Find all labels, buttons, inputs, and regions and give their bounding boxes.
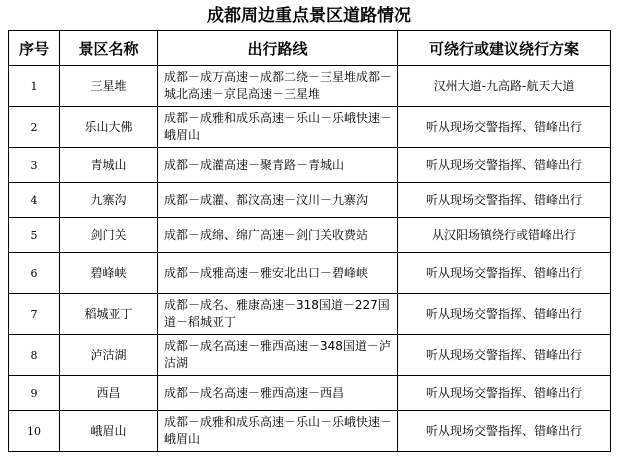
page-title: 成都周边重点景区道路情况 <box>207 6 411 26</box>
detour-plan: 听从现场交警指挥、错峰出行 <box>398 294 611 335</box>
scenic-name: 九寨沟 <box>60 183 158 218</box>
table-row <box>9 294 611 335</box>
table-row <box>9 148 611 183</box>
table-header-row <box>9 31 611 66</box>
header-scenic-name: 景区名称 <box>60 31 158 66</box>
route-cell: 成都－成雅和成乐高速－乐山－乐峨快速－峨眉山 <box>158 107 398 148</box>
row-number: 6 <box>9 253 60 294</box>
scenic-name: 剑门关 <box>60 218 158 253</box>
table-row <box>9 253 611 294</box>
scenic-name: 峨眉山 <box>60 411 158 452</box>
scenic-name: 稻城亚丁 <box>60 294 158 335</box>
routes-table <box>8 30 611 452</box>
detour-plan: 听从现场交警指挥、错峰出行 <box>398 107 611 148</box>
header-seq: 序号 <box>9 31 60 66</box>
detour-plan: 从汉阳场镇绕行或错峰出行 <box>398 218 611 253</box>
table-row <box>9 335 611 376</box>
scenic-name: 青城山 <box>60 148 158 183</box>
header-route: 出行路线 <box>158 31 398 66</box>
detour-plan: 汉州大道-九高路-航天大道 <box>398 66 611 107</box>
header-detour-plan: 可绕行或建议绕行方案 <box>398 31 611 66</box>
row-number: 1 <box>9 66 60 107</box>
detour-plan: 听从现场交警指挥、错峰出行 <box>398 148 611 183</box>
row-number: 9 <box>9 376 60 411</box>
scenic-name: 碧峰峡 <box>60 253 158 294</box>
route-cell: 成都－成雅高速－雅安北出口－碧峰峡 <box>158 253 398 294</box>
detour-plan: 听从现场交警指挥、错峰出行 <box>398 411 611 452</box>
table-row <box>9 218 611 253</box>
detour-plan: 听从现场交警指挥、错峰出行 <box>398 376 611 411</box>
row-number: 7 <box>9 294 60 335</box>
route-cell: 成都－成雅和成乐高速－乐山－乐峨快速－峨眉山 <box>158 411 398 452</box>
route-cell: 成都－成万高速－成都二绕－三星堆成都－城北高速－京昆高速－三星堆 <box>158 66 398 107</box>
row-number: 5 <box>9 218 60 253</box>
route-cell: 成都－成名高速－雅西高速－348国道－泸沽湖 <box>158 335 398 376</box>
scenic-name: 乐山大佛 <box>60 107 158 148</box>
table-row <box>9 411 611 452</box>
detour-plan: 听从现场交警指挥、错峰出行 <box>398 253 611 294</box>
row-number: 4 <box>9 183 60 218</box>
route-cell: 成都－成灌、都汶高速－汶川－九寨沟 <box>158 183 398 218</box>
row-number: 8 <box>9 335 60 376</box>
row-number: 3 <box>9 148 60 183</box>
detour-plan: 听从现场交警指挥、错峰出行 <box>398 335 611 376</box>
table-row <box>9 376 611 411</box>
table-row <box>9 66 611 107</box>
route-cell: 成都－成名、雅康高速－318国道－227国道－稻城亚丁 <box>158 294 398 335</box>
route-cell: 成都－成名高速－雅西高速－西昌 <box>158 376 398 411</box>
table-row <box>9 107 611 148</box>
scenic-name: 西昌 <box>60 376 158 411</box>
route-cell: 成都－成灌高速－聚青路－青城山 <box>158 148 398 183</box>
table-row <box>9 183 611 218</box>
detour-plan: 听从现场交警指挥、错峰出行 <box>398 183 611 218</box>
row-number: 10 <box>9 411 60 452</box>
route-cell: 成都－成绵、绵广高速－剑门关收费站 <box>158 218 398 253</box>
scenic-name: 三星堆 <box>60 66 158 107</box>
row-number: 2 <box>9 107 60 148</box>
scenic-name: 泸沽湖 <box>60 335 158 376</box>
